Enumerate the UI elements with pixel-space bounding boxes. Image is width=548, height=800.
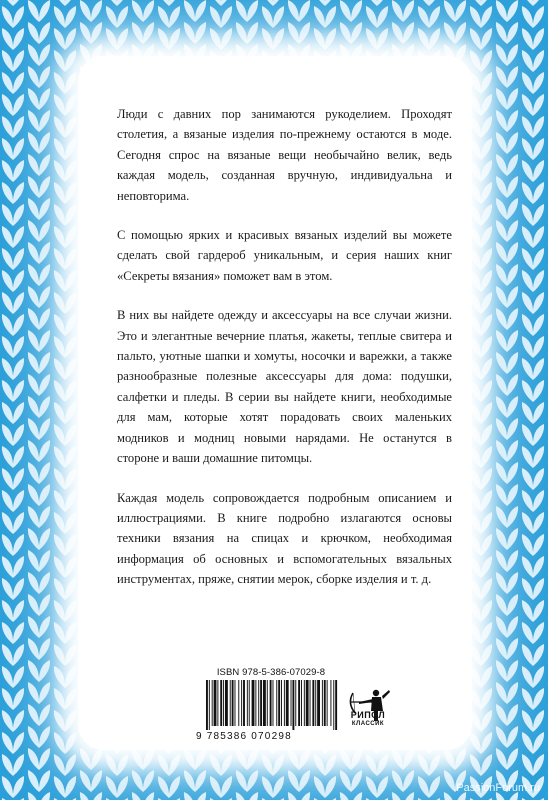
- isbn-label: ISBN 978-5-386-07029-8: [216, 667, 326, 678]
- barcode: [202, 680, 340, 730]
- archer-logo-icon: [345, 676, 395, 738]
- paragraph-1: Люди с давних пор занимаются рукоделием. Проходят столетия, а вязаные изделия по-прежнему остаются в моде. Сегодня спрос на вязаные вещи необычайно велик, ведь каждая модель, созданная вручную, индивидуальна и неповторима.: [117, 107, 452, 203]
- publisher-subname: КЛАССИК: [351, 721, 385, 727]
- watermark: PassionForum.ru: [456, 782, 540, 794]
- paragraph-3: В них вы найдете одежду и аксессуары на все случаи жизни. Это и элегантные вечерние платья, жакеты, теплые свитера и пальто, уютные шапки и хомуты, носочки и варежки, а также разнообразные полезные аксессуары для дома: подушки, салфетки и пледы. В серии вы найдете книги, необходимые для мам, которые хотят порадовать своих маленьких модников и модниц новыми нарядами. Не останутся в стороне и ваши домашние питомцы.: [117, 308, 452, 466]
- paragraph-2: С помощью ярких и красивых вязаных изделий вы можете сделать свой гардероб уникальным, и серия наших книг «Секреты вязания» поможет вам в этом.: [117, 228, 452, 283]
- publisher-name: РИПОЛ: [350, 710, 386, 720]
- paragraph-4: Каждая модель сопровождается подробным описанием и иллюстрациями. В книге подробно излагаются основы техники вязания на спицах и крючком, необходимая информация об основных и вспомогательных вязальных инструментах, пряже, снятии мерок, сборке изделия и т. д.: [117, 490, 452, 587]
- cover-text: [117, 104, 452, 609]
- barcode-number: 9 785386 070298: [196, 731, 292, 742]
